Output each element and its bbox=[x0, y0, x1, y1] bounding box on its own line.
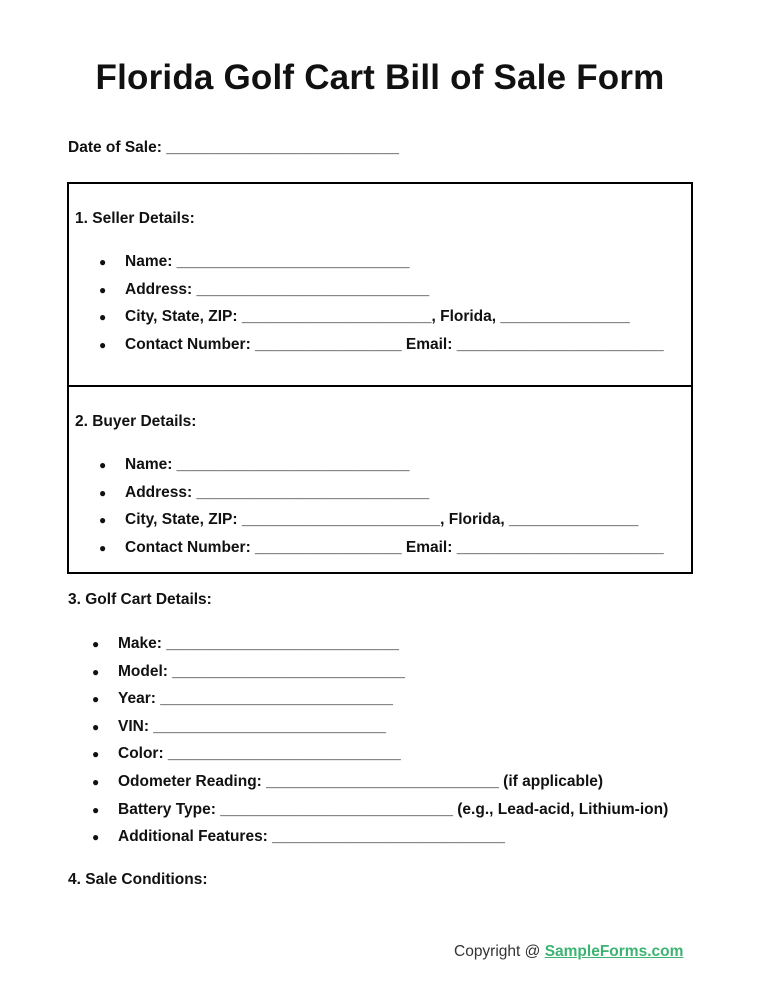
bullet-icon: ● bbox=[99, 485, 107, 500]
seller-details-heading: 1. Seller Details: bbox=[75, 210, 195, 227]
field-label: Additional Features: ___________________________ bbox=[118, 828, 505, 846]
field-label: Year: ___________________________ bbox=[118, 690, 393, 708]
buyer-address-field[interactable] bbox=[99, 483, 664, 511]
field-label: VIN: ___________________________ bbox=[118, 717, 387, 735]
cart-make-field[interactable] bbox=[92, 634, 668, 662]
cart-odometer-field[interactable] bbox=[92, 772, 668, 800]
golf-cart-fields-list bbox=[92, 634, 668, 855]
buyer-fields-list bbox=[99, 455, 664, 565]
bullet-icon: ● bbox=[99, 513, 107, 528]
sale-conditions-heading: 4. Sale Conditions: bbox=[68, 871, 208, 888]
bullet-icon: ● bbox=[99, 255, 107, 269]
field-label: Address: ___________________________ bbox=[125, 483, 430, 501]
field-label: Name: ___________________________ bbox=[125, 456, 410, 473]
bullet-icon: ● bbox=[92, 664, 100, 679]
buyer-contact-field[interactable] bbox=[99, 538, 664, 566]
buyer-city-state-zip-field[interactable] bbox=[99, 510, 664, 538]
cart-year-field[interactable] bbox=[92, 689, 668, 717]
bullet-icon: ● bbox=[99, 282, 107, 297]
bullet-icon: ● bbox=[99, 310, 107, 325]
seller-contact-field[interactable] bbox=[99, 335, 664, 363]
date-of-sale-field[interactable]: Date of Sale: ___________________________ bbox=[68, 139, 399, 156]
seller-address-field[interactable] bbox=[99, 280, 664, 308]
cart-model-field[interactable] bbox=[92, 662, 668, 690]
field-label: Address: ___________________________ bbox=[125, 280, 430, 298]
copyright-text: Copyright @ bbox=[454, 943, 545, 960]
buyer-details-section bbox=[67, 385, 693, 574]
bullet-icon: ● bbox=[99, 337, 107, 352]
field-label: Odometer Reading: ___________________________ (if applicable) bbox=[118, 772, 604, 790]
bullet-icon: ● bbox=[92, 774, 100, 789]
field-label: City, State, ZIP: _______________________, Florida, _______________ bbox=[125, 511, 639, 529]
bullet-icon: ● bbox=[99, 540, 107, 555]
cart-battery-type-field[interactable] bbox=[92, 800, 668, 828]
golf-cart-details-heading: 3. Golf Cart Details: bbox=[68, 591, 212, 608]
bullet-icon: ● bbox=[99, 458, 107, 472]
sampleforms-link[interactable]: SampleForms.com bbox=[544, 943, 684, 960]
bullet-icon: ● bbox=[92, 802, 100, 817]
field-label: City, State, ZIP: ______________________, Florida, _______________ bbox=[125, 308, 630, 326]
bullet-icon: ● bbox=[92, 719, 100, 734]
seller-name-field[interactable] bbox=[99, 252, 664, 280]
page-title: Florida Golf Cart Bill of Sale Form bbox=[95, 58, 665, 97]
buyer-details-heading: 2. Buyer Details: bbox=[75, 413, 197, 430]
field-label: Contact Number: _________________ Email: ________________________ bbox=[125, 538, 664, 556]
seller-details-section bbox=[67, 182, 693, 387]
bullet-icon: ● bbox=[92, 692, 100, 707]
copyright-footer bbox=[454, 943, 683, 961]
seller-fields-list bbox=[99, 252, 664, 362]
seller-city-state-zip-field[interactable] bbox=[99, 307, 664, 335]
cart-additional-features-field[interactable] bbox=[92, 827, 668, 855]
bullet-icon: ● bbox=[92, 830, 100, 845]
field-label: Battery Type: ___________________________ (e.g., Lead-acid, Lithium-ion) bbox=[118, 800, 669, 818]
buyer-name-field[interactable] bbox=[99, 455, 664, 483]
cart-vin-field[interactable] bbox=[92, 717, 668, 745]
bullet-icon: ● bbox=[92, 637, 100, 651]
field-label: Color: ___________________________ bbox=[118, 745, 401, 763]
bullet-icon: ● bbox=[92, 747, 100, 762]
field-label: Model: ___________________________ bbox=[118, 662, 405, 680]
field-label: Make: ___________________________ bbox=[118, 635, 399, 652]
field-label: Contact Number: _________________ Email: ________________________ bbox=[125, 335, 664, 353]
cart-color-field[interactable] bbox=[92, 744, 668, 772]
field-label: Name: ___________________________ bbox=[125, 253, 410, 270]
